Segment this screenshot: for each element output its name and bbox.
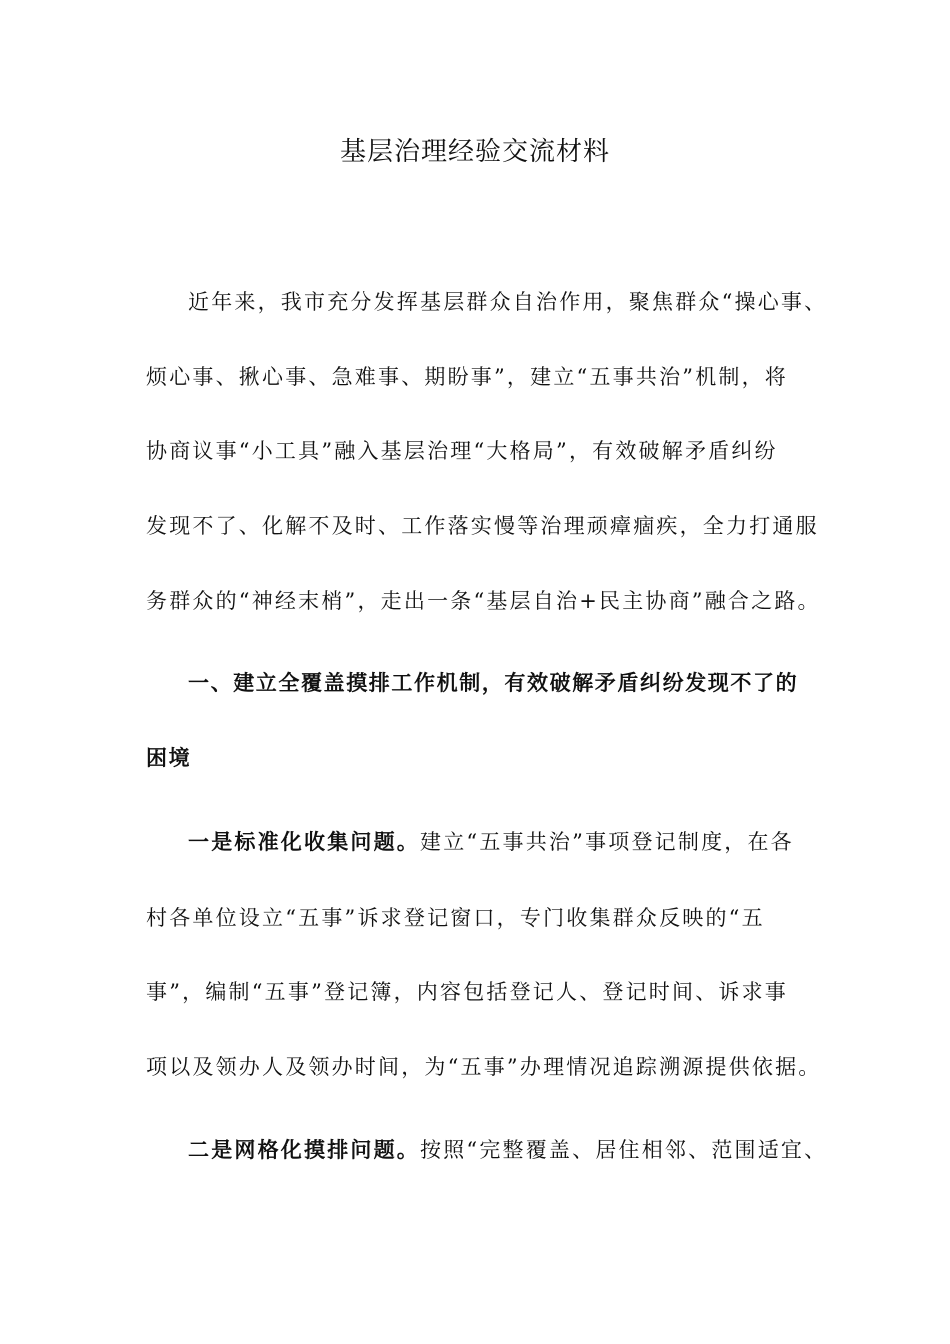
para1-first-rest: 建立“五事共治”事项登记制度，在各 [420, 830, 794, 854]
para2-first-rest: 按照“完整覆盖、居住相邻、范围适宜、 [420, 1138, 828, 1162]
section-heading-line-1: 一、建立全覆盖摸排工作机制，有效破解矛盾纠纷发现不了的 [188, 671, 799, 695]
section-heading-line-2: 困境 [146, 746, 192, 770]
para2-line-1 [188, 1134, 868, 1166]
para1-line-4: 项以及领办人及领办时间，为“五事”办理情况追踪溯源提供依据。 [146, 1055, 822, 1079]
intro-line-1: 近年来，我市充分发挥基层群众自治作用，聚焦群众“操心事、 [188, 290, 828, 314]
para1-line-3: 事”，编制“五事”登记簿，内容包括登记人、登记时间、诉求事 [146, 980, 789, 1004]
intro-line-3: 协商议事“小工具”融入基层治理“大格局”，有效破解矛盾纠纷 [146, 439, 778, 463]
para2-lead: 二是网格化摸排问题。 [188, 1138, 420, 1162]
intro-line-5: 务群众的“神经末梢”，走出一条“基层自治+民主协商”融合之路。 [146, 589, 821, 613]
para1-lead: 一是标准化收集问题。 [188, 830, 420, 854]
document-title: 基层治理经验交流材料 [339, 137, 610, 167]
intro-line-4: 发现不了、化解不及时、工作落实慢等治理顽瘴痼疾，全力打通服 [146, 514, 819, 538]
para1-line-2: 村各单位设立“五事”诉求登记窗口，专门收集群众反映的“五 [146, 906, 765, 930]
intro-line-2: 烦心事、揪心事、急难事、期盼事”，建立“五事共治”机制，将 [146, 365, 789, 389]
para1-line-1 [188, 826, 868, 858]
